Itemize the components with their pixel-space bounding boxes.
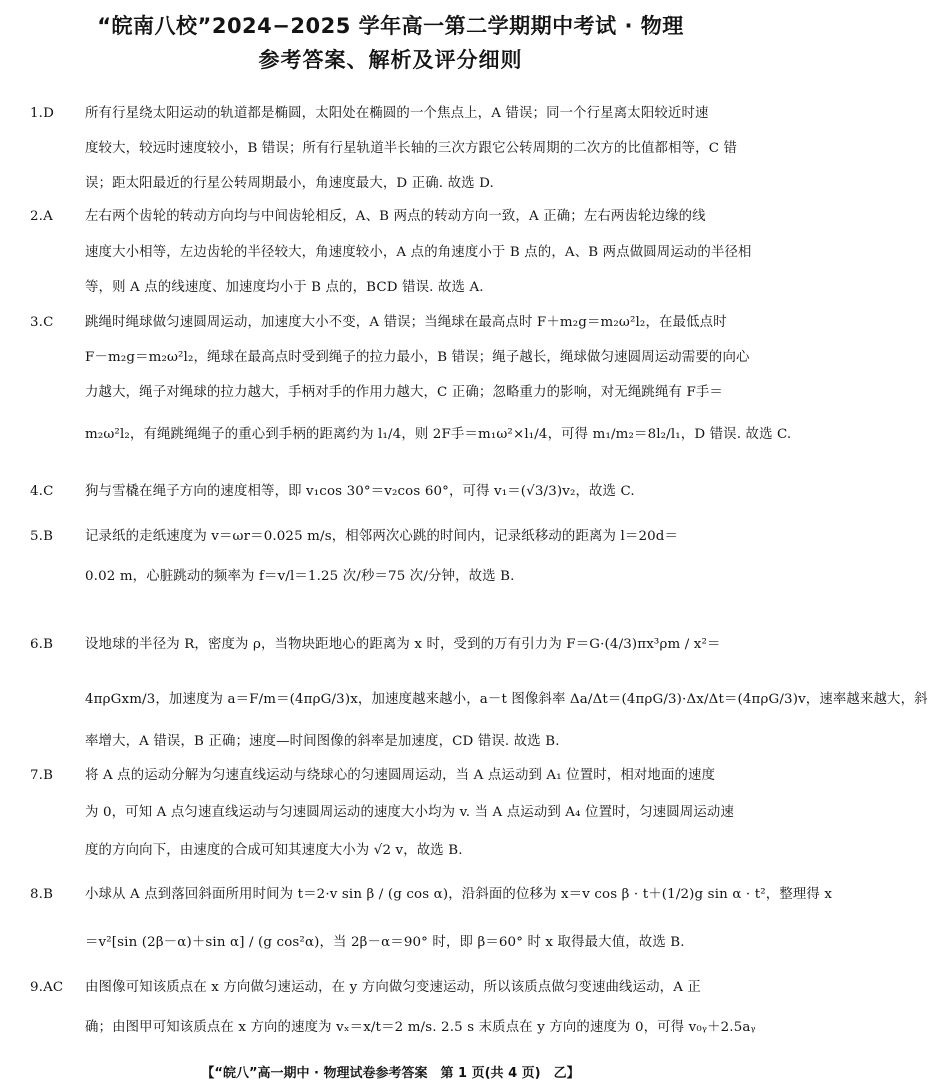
answer-number: 8.B [30,887,54,902]
text-line [30,691,928,709]
page-title: “皖南八校”2024−2025 学年高一第二学期期中考试 · 物理 [97,14,684,38]
answer-text: 0.02 m，心脏跳动的频率为 f＝v/l＝1.25 次/秒＝75 次/分钟，故选 B. [85,569,515,584]
answer-text: 由图像可知该质点在 x 方向做匀速运动，在 y 方向做匀变速运动，所以该质点做匀变速曲线运动，A 正 [85,980,701,995]
answer-number: 5.B [30,529,54,544]
answer-text: 4πρGxm/3，加速度为 a＝F/m＝(4πρG/3)x，加速度越来越小，a－t 图像斜率 Δa/Δt＝(4πρG/3)·Δx/Δt＝(4πρG/3)v，速率越来越大，斜 [85,692,928,707]
text-line [30,175,762,193]
answer-text: 误；距太阳最近的行星公转周期最小，角速度最大，D 正确. 故选 D. [85,176,494,191]
answer-number: 4.C [30,484,54,499]
text-line [30,934,762,952]
answer-text: 狗与雪橇在绳子方向的速度相等，即 v₁cos 30°＝v₂cos 60°，可得 v₁＝(√3/3)v₂，故选 C. [85,484,635,499]
answer-number: 3.C [30,315,54,330]
text-line [30,140,762,158]
text-line [30,426,792,444]
answer-text: m₂ω²l₂，有绳跳绳绳子的重心到手柄的距离约为 l₁/4，则 2F手＝m₁ω²×l₁/4，可得 m₁/m₂＝8l₂/l₁，D 错误. 故选 C. [85,427,792,442]
answer-number: 7.B [30,768,54,783]
text-line [30,314,762,332]
text-line [30,886,833,904]
text-line [30,568,762,586]
answer-number: 2.A [30,209,53,224]
text-line [30,384,762,402]
answer-number: 6.B [30,637,54,652]
answer-text: 速度大小相等，左边齿轮的半径较大，角速度较小，A 点的角速度小于 B 点的，A、B 两点做圆周运动的半径相 [85,245,752,260]
answer-text: F－m₂g＝m₂ω²l₂，绳球在最高点时受到绳子的拉力最小，B 错误；绳子越长，绳球做匀速圆周运动需要的向心 [85,350,750,365]
text-line [30,279,762,297]
answer-text: 度较大，较远时速度较小，B 错误；所有行星轨道半长轴的三次方跟它公转周期的二次方的比值都相等，C 错 [85,141,738,156]
answer-text: 左右两个齿轮的转动方向均与中间齿轮相反，A、B 两点的转动方向一致，A 正确；左右两齿轮边缘的线 [85,209,706,224]
answer-text: 设地球的半径为 R，密度为 ρ，当物块距地心的距离为 x 时，受到的万有引力为 F＝G·(4/3)πx³ρm / x²＝ [85,637,721,652]
page-footer: 【“皖八”高一期中 · 物理试卷参考答案 第 1 页(共 4 页) 乙】 [201,1066,580,1081]
text-line [30,208,762,226]
answer-number: 9.AC [30,980,64,995]
page-subtitle: 参考答案、解析及评分细则 [258,48,523,72]
text-line [30,528,762,546]
answer-text: 度的方向向下，由速度的合成可知其速度大小为 √2 v，故选 B. [85,843,463,858]
answer-text: 力越大，绳子对绳球的拉力越大，手柄对手的作用力越大，C 正确；忽略重力的影响，对无绳跳绳有 F手＝ [85,385,723,400]
text-line [30,1019,762,1037]
answer-text: 将 A 点的运动分解为匀速直线运动与绕球心的匀速圆周运动，当 A 点运动到 A₁ 位置时，相对地面的速度 [85,768,716,783]
text-line [30,483,762,501]
text-line [30,733,762,751]
answer-text: 记录纸的走纸速度为 v＝ωr＝0.025 m/s，相邻两次心跳的时间内，记录纸移动的距离为 l＝20d＝ [85,529,679,544]
answer-text: 等，则 A 点的线速度、加速度均小于 B 点的，BCD 错误. 故选 A. [85,280,484,295]
text-line [30,767,762,785]
text-line [30,349,762,367]
answer-text: 为 0，可知 A 点匀速直线运动与匀速圆周运动的速度大小均为 v. 当 A 点运动到 A₄ 位置时，匀速圆周运动速 [85,805,735,820]
answer-text: 跳绳时绳球做匀速圆周运动，加速度大小不变，A 错误；当绳球在最高点时 F＋m₂g＝m₂ω²l₂，在最低点时 [85,315,727,330]
text-line [30,842,762,860]
answer-text: 确；由图甲可知该质点在 x 方向的速度为 vₓ＝x/t＝2 m/s. 2.5 s 末质点在 y 方向的速度为 0，可得 v₀ᵧ＋2.5aᵧ [85,1020,756,1035]
answer-number: 1.D [30,106,54,121]
text-line [30,979,762,997]
text-line [30,244,762,262]
answer-text: 率增大，A 错误，B 正确；速度—时间图像的斜率是加速度，CD 错误. 故选 B. [85,734,560,749]
text-line [30,636,762,654]
answer-text: 小球从 A 点到落回斜面所用时间为 t＝2·v sin β / (g cos α)，沿斜面的位移为 x＝v cos β · t＋(1/2)g sin α · t²，整理得 x [85,887,833,902]
answer-text: 所有行星绕太阳运动的轨道都是椭圆，太阳处在椭圆的一个焦点上，A 错误；同一个行星离太阳较近时速 [85,106,709,121]
answer-text: ＝v²[sin (2β－α)＋sin α] / (g cos²α)，当 2β－α＝90° 时，即 β＝60° 时 x 取得最大值，故选 B. [85,935,685,950]
text-line [30,804,762,822]
text-line [30,105,762,123]
